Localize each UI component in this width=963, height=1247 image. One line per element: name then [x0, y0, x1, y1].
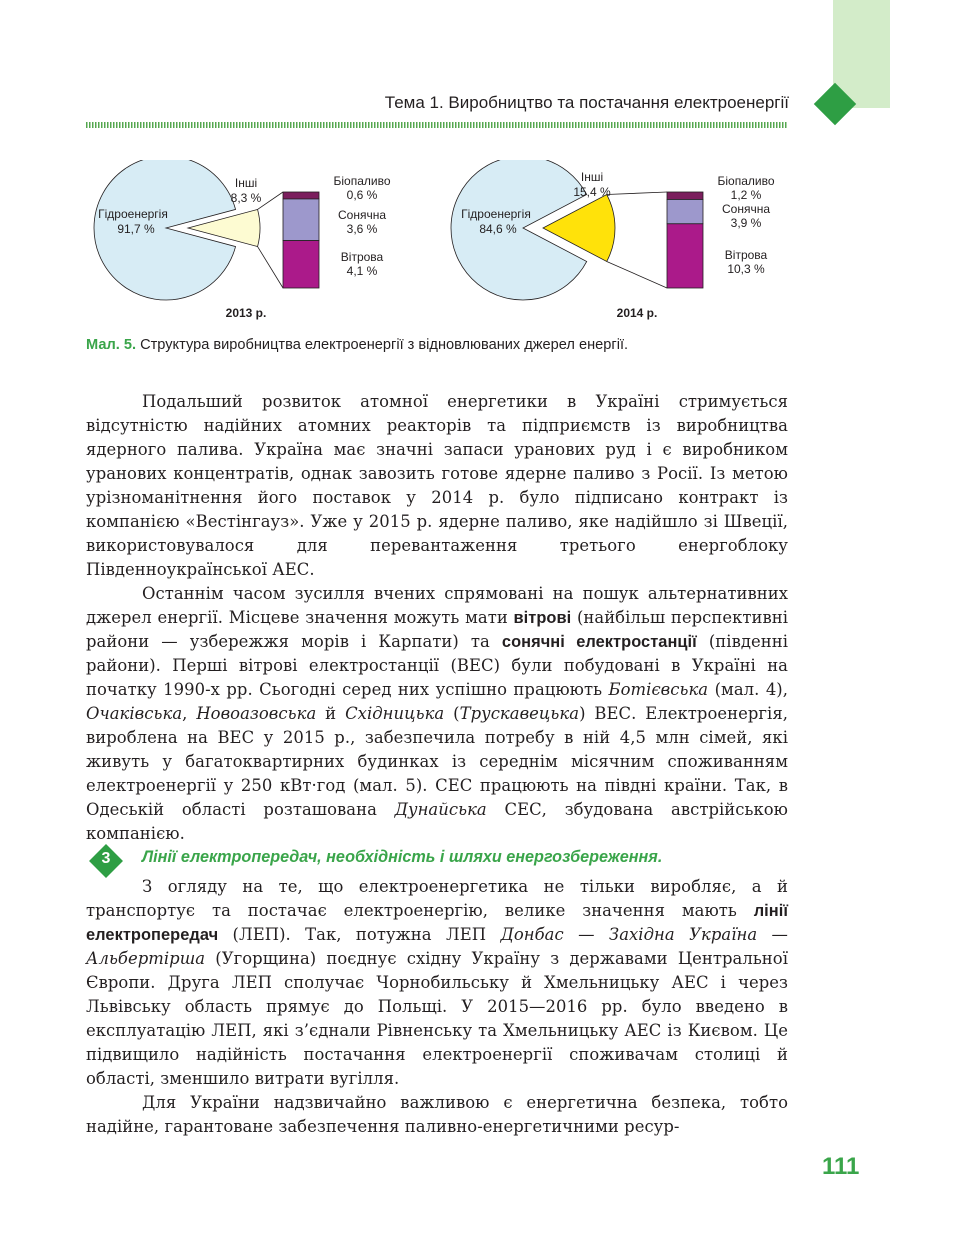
label-other: Інші [234, 176, 258, 190]
label-hydro: Гідроенергія [98, 207, 168, 221]
italic-name: Трускавецька [459, 704, 580, 723]
text-run: З огляду на те, що електроенергетика не тільки виробляє, а й транспортує та постачає електроенергію, велике значення мають [86, 877, 788, 920]
italic-name: Донбас — Західна Україна — Альбертірша [86, 925, 788, 968]
connector-line [258, 247, 283, 288]
text-run: (мал. 4), [708, 680, 789, 699]
label-bio: Біопаливо [717, 174, 775, 188]
figure-caption-text: Структура виробництва електроенергії з відновлюваних джерел енергії. [136, 337, 629, 353]
text-run: ( [444, 704, 460, 723]
connector-line [258, 192, 283, 209]
bold-term: вітрові [513, 609, 572, 627]
connector-line [607, 192, 667, 195]
value-hydro: 84,6 % [479, 222, 517, 236]
label-wind: Вітрова [724, 248, 768, 262]
value-bio: 0,6 % [346, 188, 378, 202]
italic-name: Дунайська [394, 800, 487, 819]
bold-term: сонячні електростанції [501, 633, 697, 651]
label-solar: Сонячна [721, 202, 771, 216]
paragraph [86, 582, 788, 846]
pie-charts [86, 160, 806, 325]
label-wind: Вітрова [340, 250, 384, 264]
bar-segment-bio [283, 192, 319, 199]
header-dotted-rule [86, 122, 788, 128]
section-title: Лінії електропередач, необхідність і шляхи енергозбереження. [142, 848, 663, 866]
label-solar: Сонячна [337, 208, 387, 222]
bar-segment-bio [667, 192, 703, 199]
figure-caption [86, 337, 628, 353]
text-run: ) ВЕС. Електроенергія, вироблена на ВЕС у 2015 р., забезпечила потребу в ній 4,5 млн сімей, які живуть у багатоквартирних будинках із середнім місячним споживанням електроенергії у 250 кВт·год (мал. 5). СЕС працюють на півдні країни. Так, в Одеській області розташована [86, 704, 788, 819]
value-solar: 3,9 % [730, 216, 762, 230]
text-run: (найбільш перспективні райони — узбережжя морів і Карпати) та [86, 608, 788, 651]
pie-chart-2014 [451, 160, 775, 320]
value-wind: 4,1 % [346, 264, 378, 278]
label-other: Інші [580, 170, 604, 184]
running-header: Тема 1. Виробництво та постачання електроенергії [384, 93, 789, 112]
value-hydro: 91,7 % [117, 222, 155, 236]
section-number-badge [90, 845, 122, 877]
label-bio: Біопаливо [333, 174, 391, 188]
paragraph: Для України надзвичайно важливою є енергетична безпека, тобто надійне, гарантоване забезпечення паливно-енергетичними ресур- [86, 1093, 788, 1136]
bar-segment-wind [667, 224, 703, 288]
text-run: (Угорщина) поєднує східну Україну з державами Центральної Європи. Друга ЛЕП сполучає Чорнобильську й Хмельницьку АЕС і через Львівську область прямує до Польщі. У 2015—2016 рр. було введено в експлуатацію ЛЕП, які з’єднали Рівненську та Хмельницьку АЕС із Києвом. Це підвищило надійність постачання електроенергії споживачам столиці й області, зменшило витрати вугілля. [86, 949, 788, 1088]
value-other: 15,4 % [573, 185, 611, 199]
bar-segment-solar [283, 199, 319, 241]
chart-year: 2014 р. [616, 306, 658, 320]
value-wind: 10,3 % [727, 262, 765, 276]
value-other: 8,3 % [230, 191, 262, 205]
bar-segment-wind [283, 241, 319, 288]
bold-term: лінії електропередач [86, 902, 788, 944]
paragraph [86, 875, 788, 1091]
value-bio: 1,2 % [730, 188, 762, 202]
italic-name: Новоазовська [196, 704, 317, 723]
text-run: СЕС, збудована австрійською компанією. [86, 800, 788, 843]
italic-name: Очаківська [86, 704, 183, 723]
italic-name: Ботієвська [608, 680, 709, 699]
value-solar: 3,6 % [346, 222, 378, 236]
text-run: (ЛЕП). Так, потужна ЛЕП [218, 925, 501, 944]
bar-segment-solar [667, 199, 703, 223]
pie-chart-2013 [94, 160, 391, 320]
text-run: (південні райони). Перші вітрові електростанції (ВЕС) були побудовані в Україні на початку 1990-х рр. Сьогодні серед них успішно працюють [86, 632, 788, 699]
chart-year: 2013 р. [225, 306, 267, 320]
text-run: й [316, 704, 346, 723]
main-text [86, 390, 788, 1139]
figure-renewable-structure [86, 160, 806, 325]
section-number: 3 [101, 850, 111, 867]
section-heading [86, 848, 788, 875]
text-run: , [182, 704, 197, 723]
connector-line [607, 261, 667, 288]
text-run: Останнім часом зусилля вчених спрямовані на пошук альтернативних джерел енергії. Місцеве значення можуть мати [86, 584, 788, 627]
italic-name: Східницька [345, 704, 445, 723]
page-number: 111 [822, 1153, 860, 1180]
label-hydro: Гідроенергія [461, 207, 531, 221]
figure-number: Мал. 5. [86, 337, 137, 353]
paragraph: Подальший розвиток атомної енергетики в Україні стримується відсутністю надійних атомних реакторів та підприємств із виробництва ядерного палива. Україна має значні запаси уранових руд і є виробником уранових концентратів, однак завозить готове ядерне паливо з Росії. Із метою урізноманітнення його поставок у 2014 р. було підписано контракт із компанією «Вестінгауз». Уже у 2015 р. ядерне паливо, яке надійшло зі Швеції, використовувалося для перевантаження третього енергоблоку Південноукраїнської АЕС. [86, 392, 788, 579]
